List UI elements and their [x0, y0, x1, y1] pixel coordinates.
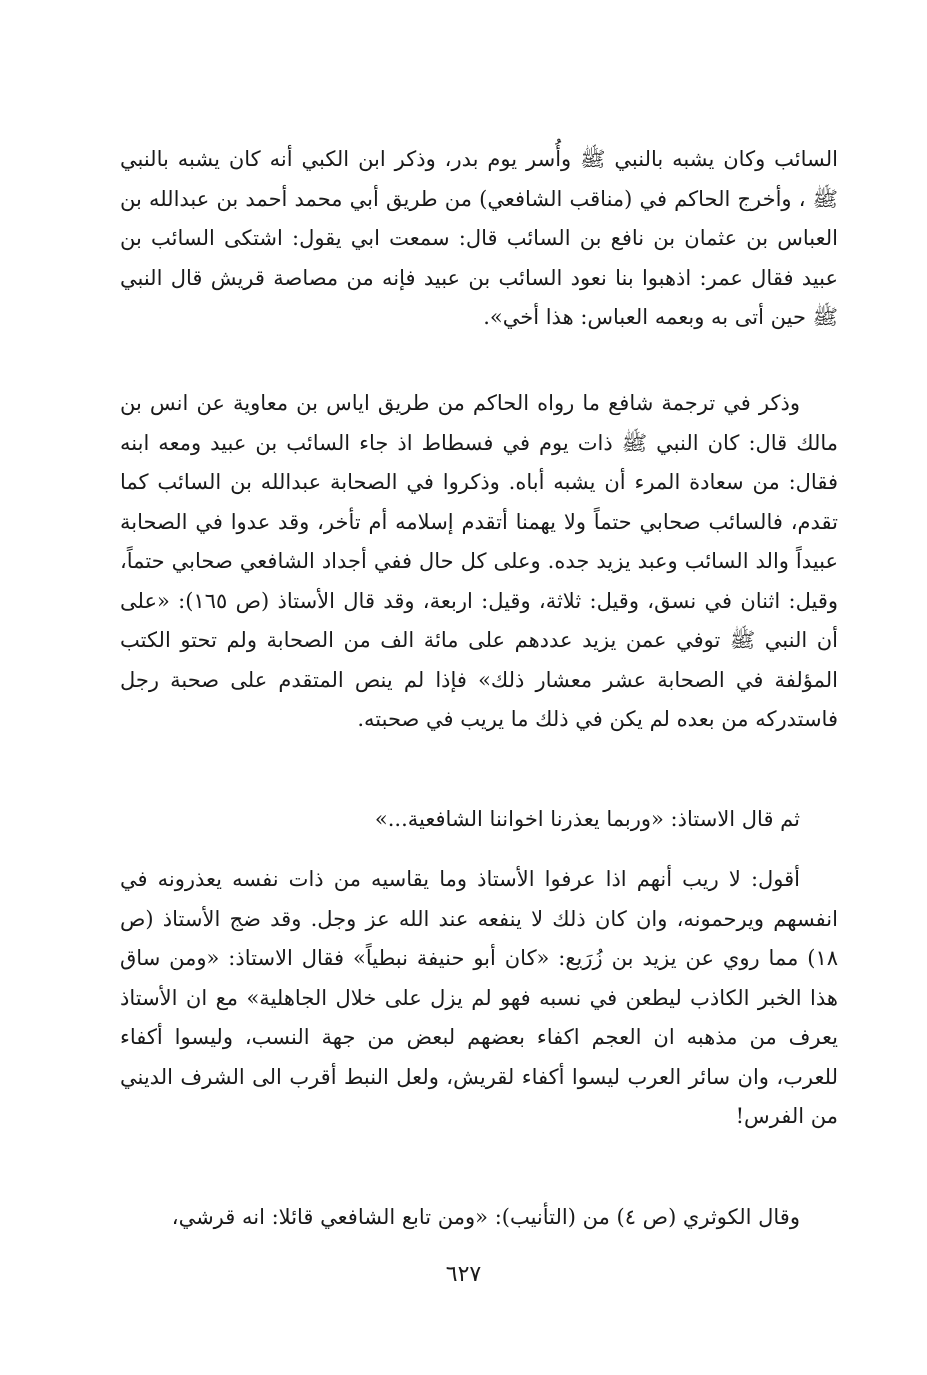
paragraph-1: السائب وكان يشبه بالنبي ﷺ وأُسر يوم بدر، وذكر ابن الكبي أنه كان يشبه بالنبي ﷺ ، وأخرج الحاكم في (مناقب الشافعي) من طريق أبي محمد أحمد بن عبدالله بن العباس بن عثمان بن نافع بن السائب قال: سمعت ابي يقول: اشتكى السائب بن عبيد فقال عمر: اذهبوا بنا نعود السائب بن عبيد فإنه من مصاصة قريش قال النبي ﷺ حين أتى به وبعمه العباس: هذا أخي». — [120, 147, 838, 329]
paragraph-3: ثم قال الاستاذ: «وربما يعذرنا اخواننا الشافعية...» — [374, 807, 800, 831]
paragraph-5: وقال الكوثري (ص ٤) من (التأنيب): «ومن تابع الشافعي قائلا: انه قرشي، — [171, 1205, 800, 1229]
paragraph-2: وذكر في ترجمة شافع ما رواه الحاكم من طريق اياس بن معاوية عن انس بن مالك قال: كان النبي ﷺ ذات يوم في فسطاط اذ جاء السائب بن عبيد ومعه ابنه فقال: من سعادة المرء أن يشبه أباه. وذكروا في الصحابة عبدالله بن السائب كما تقدم، فالسائب صحابي حتماً ولا يهمنا أتقدم إسلامه أم تأخر، وقد عدوا في الصحابة عبيداً والد السائب وعبد يزيد جده. وعلى كل حال ففي أجداد الشافعي صحابي حتماً، وقيل: اثنان في نسق، وقيل: ثلاثة، وقيل: اربعة، وقد قال الأستاذ (ص ١٦٥): «على أن النبي ﷺ توفي عمن يزيد عددهم على مائة الف من الصحابة ولم تحتو الكتب المؤلفة في الصحابة عشر معشار ذلك» فإذا لم ينص المتقدم على صحبة رجل فاستدركه من بعده لم يكن في ذلك ما يريب في صحبته. — [120, 391, 838, 731]
page-number: ٦٢٧ — [445, 1262, 482, 1287]
paragraph-4: أقول: لا ريب أنهم اذا عرفوا الأستاذ وما يقاسيه من ذات نفسه يعذرونه في انفسهم ويرحمونه، وان كان ذلك لا ينفعه عند الله عز وجل. وقد ضج الأستاذ (ص ١٨) مما روي عن يزيد بن زُرَيع: «كان أبو حنيفة نبطياً» فقال الاستاذ: «ومن ساق هذا الخبر الكاذب ليطعن في نسبه فهو لم يزل على خلال الجاهلية» مع ان الأستاذ يعرف من مذهبه ان العجم اكفاء بعضهم لبعض من جهة النسب، وليسوا أكفاء للعرب، وان سائر العرب ليسوا أكفاء لقريش، ولعل النبط أقرب الى الشرف الديني من الفرس! — [120, 867, 838, 1128]
